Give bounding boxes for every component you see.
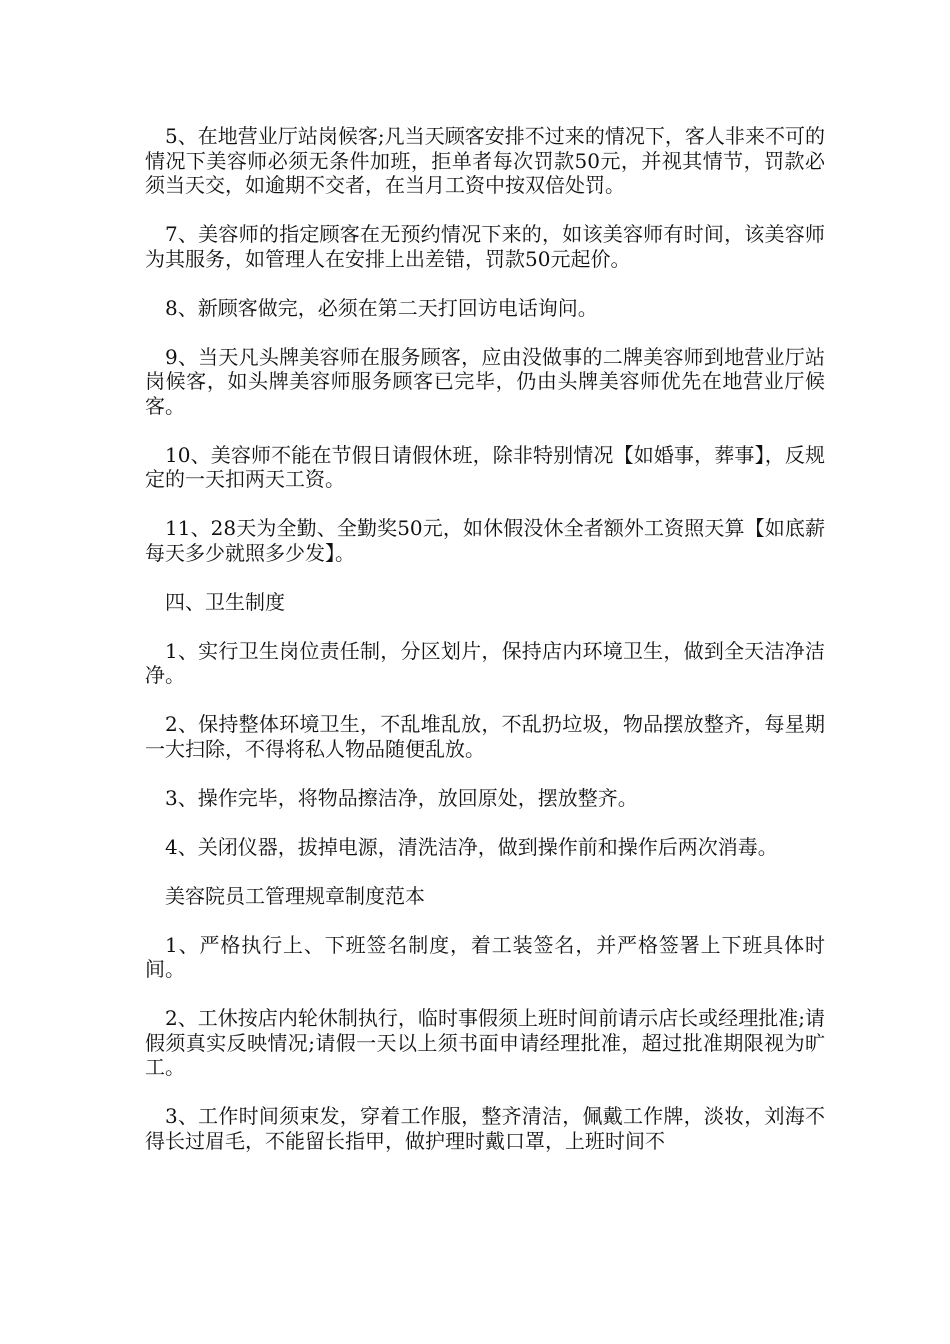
paragraph-hygiene-2: 2、保持整体环境卫生，不乱堆乱放，不乱扔垃圾，物品摆放整齐，每星期一大扫除，不得将私人物品随便乱放。 [145,712,825,761]
paragraph-item-5-standby: 5、在地营业厅站岗候客;凡当天顾客安排不过来的情况下，客人非来不可的情况下美容师必须无条件加班，拒单者每次罚款50元，并视其情节，罚款必须当天交，如逾期不交者，在当月工资中按双倍处罚。 [145,124,825,197]
paragraph-hygiene-1: 1、实行卫生岗位责任制，分区划片，保持店内环境卫生，做到全天洁净洁净。 [145,638,825,687]
paragraph-hygiene-4: 4、关闭仪器，拔掉电源，清洗洁净，做到操作前和操作后两次消毒。 [165,834,778,859]
document-body [145,124,825,1153]
paragraph-item-8-followup-call: 8、新顾客做完，必须在第二天打回访电话询问。 [165,295,598,320]
paragraph-hygiene-3: 3、操作完毕，将物品擦洁净，放回原处，摆放整齐。 [165,785,638,810]
paragraph-item-11-attendance-bonus: 11、28天为全勤、全勤奖50元，如休假没休全者额外工资照天算【如底薪每天多少就照多少发】。 [145,516,825,565]
paragraph-item-7-designated-customer: 7、美容师的指定顾客在无预约情况下来的，如该美容师有时间，该美容师为其服务，如管理人在安排上出差错，罚款50元起价。 [145,222,825,271]
paragraph-staff-rule-1: 1、严格执行上、下班签名制度，着工装签名，并严格签署上下班具体时间。 [145,932,825,981]
section-heading-hygiene: 四、卫生制度 [165,589,285,614]
section-heading-staff-rules: 美容院员工管理规章制度范本 [165,883,425,908]
paragraph-staff-rule-3: 3、工作时间须束发，穿着工作服，整齐清洁，佩戴工作牌，淡妆，刘海不得长过眉毛，不能留长指甲，做护理时戴口罩，上班时间不 [145,1104,825,1153]
paragraph-item-10-holiday-leave: 10、美容师不能在节假日请假休班，除非特别情况【如婚事，葬事】，反规定的一天扣两天工资。 [145,442,825,491]
paragraph-item-9-head-beautician: 9、当天凡头牌美容师在服务顾客，应由没做事的二牌美容师到地营业厅站岗候客，如头牌美容师服务顾客已完毕，仍由头牌美容师优先在地营业厅候客。 [145,344,825,418]
paragraph-staff-rule-2: 2、工休按店内轮休制执行，临时事假须上班时间前请示店长或经理批准;请假须真实反映情况;请假一天以上须书面申请经理批准，超过批准期限视为旷工。 [145,1006,825,1079]
